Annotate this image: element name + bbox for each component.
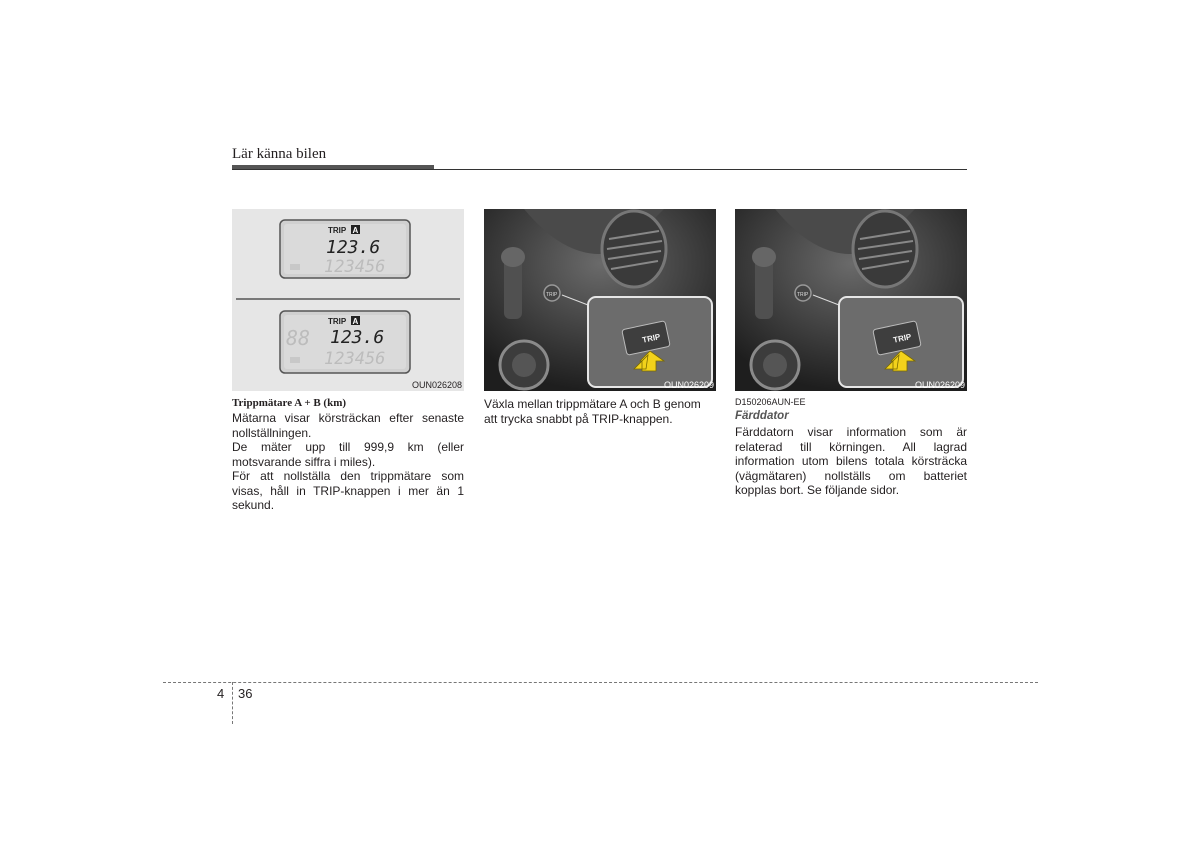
segment-digits-bottom: 88 [286, 326, 311, 350]
section-title: Lär känna bilen [232, 146, 327, 162]
trip-badge-bottom: A [352, 317, 359, 326]
footer-divider [163, 682, 1038, 683]
trip-button-photo-2 [735, 209, 967, 391]
paragraph: För att nollställa den trippmätare som visas, håll in TRIP-knappen i mer än 1 sekund. [232, 469, 464, 512]
paragraph: De mäter upp till 999,9 km (eller motsvarande siffra i miles). [232, 440, 464, 469]
small-trip-button-label: TRIP [546, 292, 558, 298]
trip-meter-heading: Trippmätare A + B (km) [232, 397, 347, 409]
trip-value-top: 123.6 [326, 237, 381, 258]
trip-badge-top: A [352, 226, 359, 235]
reference-code: D150206AUN-EE [735, 397, 806, 407]
column2-text: Växla mellan trippmätare A och B genom att trycka snabbt på TRIP-knappen. [484, 397, 701, 426]
column1-text [232, 411, 464, 513]
trip-button-photo [484, 209, 716, 391]
figure-code-1: OUN026208 [411, 380, 462, 390]
column3-text: Färddatorn visar information som är relaterad till körningen. All lagrad information utom bilens totala körsträcka (vägmätaren) nollställs om batteriet kopplas bort. Se följande sidor. [735, 425, 967, 497]
title-underline-thin [232, 169, 967, 170]
trip-label-bottom: TRIP [328, 317, 347, 326]
page-number: 36 [238, 686, 253, 701]
chapter-number: 4 [217, 686, 225, 701]
trip-label-top: TRIP [328, 226, 347, 235]
odometer-top: 123456 [324, 257, 386, 277]
trip-display-figure [232, 209, 464, 391]
trip-button-label-2: TRIP [892, 332, 913, 345]
figure-code-2: OUN026209 [663, 380, 714, 390]
trip-computer-heading: Färddator [735, 410, 789, 422]
trip-value-bottom: 123.6 [330, 327, 385, 348]
figure-code-3: OUN026209 [914, 380, 965, 390]
trip-button-label: TRIP [641, 332, 662, 345]
paragraph: Mätarna visar körsträckan efter senaste nollställningen. [232, 411, 464, 440]
footer-vertical-divider [232, 682, 233, 724]
odometer-bottom: 123456 [324, 349, 386, 369]
small-trip-button-label-2: TRIP [797, 292, 809, 298]
